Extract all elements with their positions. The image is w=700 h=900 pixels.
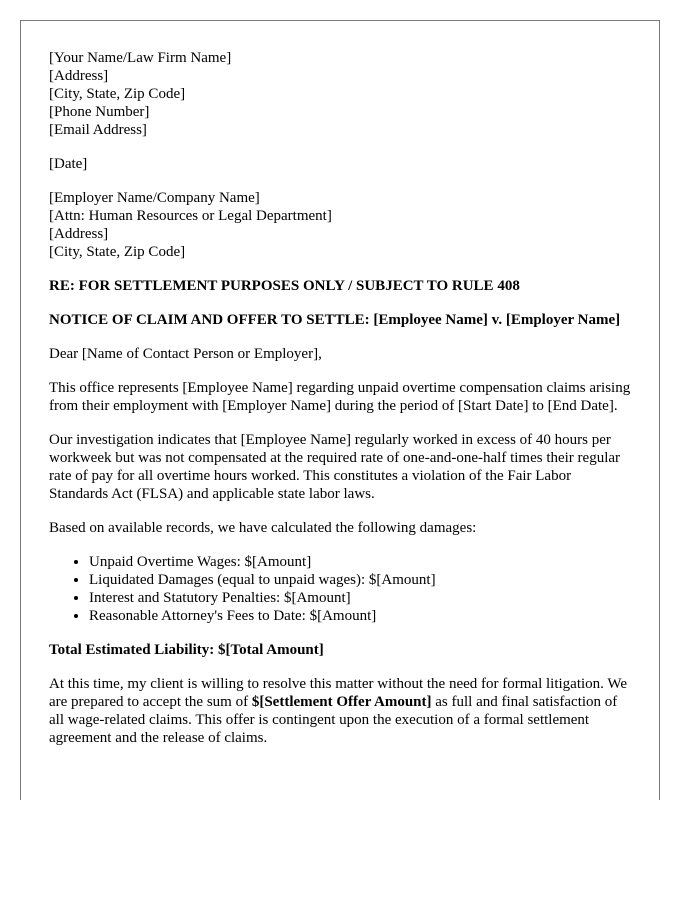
sender-email: [Email Address] (49, 122, 147, 138)
list-item: • Unpaid Overtime Wages: $[Amount] (89, 553, 633, 571)
offer-text-after: as full and final satisfaction of all wage-related claims. This offer is contingent upon the execution of a formal settlement agreement and the release of claims. (49, 694, 618, 746)
settlement-offer-amount: $[Settlement Offer Amount] (251, 694, 432, 710)
recipient-name: [Employer Name/Company Name] (49, 190, 260, 206)
sender-block (49, 49, 633, 139)
recipient-block (49, 189, 633, 261)
letter-page (20, 20, 660, 800)
list-item: • Liquidated Damages (equal to unpaid wages): $[Amount] (89, 571, 633, 589)
letter-content (49, 49, 633, 763)
offer-text-before: At this time, my client is willing to resolve this matter without the need for formal litigation. We are prepared to accept the sum of (49, 676, 627, 710)
recipient-attn: [Attn: Human Resources or Legal Department] (49, 208, 332, 224)
recipient-city: [City, State, Zip Code] (49, 244, 186, 260)
sender-city: [City, State, Zip Code] (49, 86, 186, 102)
re-line: RE: FOR SETTLEMENT PURPOSES ONLY / SUBJECT TO RULE 408 (49, 278, 520, 294)
list-item: • Interest and Statutory Penalties: $[Amount] (89, 589, 633, 607)
total-liability: Total Estimated Liability: $[Total Amount] (49, 642, 324, 658)
date-line: [Date] (49, 156, 88, 172)
sender-phone: [Phone Number] (49, 104, 150, 120)
sender-address: [Address] (49, 68, 109, 84)
paragraph-representation: This office represents [Employee Name] regarding unpaid overtime compensation claims arising from their employment with [Employer Name] during the period of [Start Date] to [End Date]. (49, 380, 631, 414)
recipient-address: [Address] (49, 226, 109, 242)
sender-name: [Your Name/Law Firm Name] (49, 50, 232, 66)
paragraph-investigation: Our investigation indicates that [Employee Name] regularly worked in excess of 40 hours per workweek but was not compensated at the required rate of one-and-one-half times their regular rate of pay for all overtime hours worked. This constitutes a violation of the Fair Labor Standards Act (FLSA) and applicable state labor laws. (49, 432, 621, 502)
notice-title: NOTICE OF CLAIM AND OFFER TO SETTLE: [Employee Name] v. [Employer Name] (49, 312, 621, 328)
paragraph-damages-intro: Based on available records, we have calculated the following damages: (49, 520, 477, 536)
salutation: Dear [Name of Contact Person or Employer], (49, 346, 322, 362)
list-item: • Reasonable Attorney's Fees to Date: $[Amount] (89, 607, 633, 625)
damages-list (49, 553, 633, 625)
paragraph-offer (49, 675, 633, 747)
